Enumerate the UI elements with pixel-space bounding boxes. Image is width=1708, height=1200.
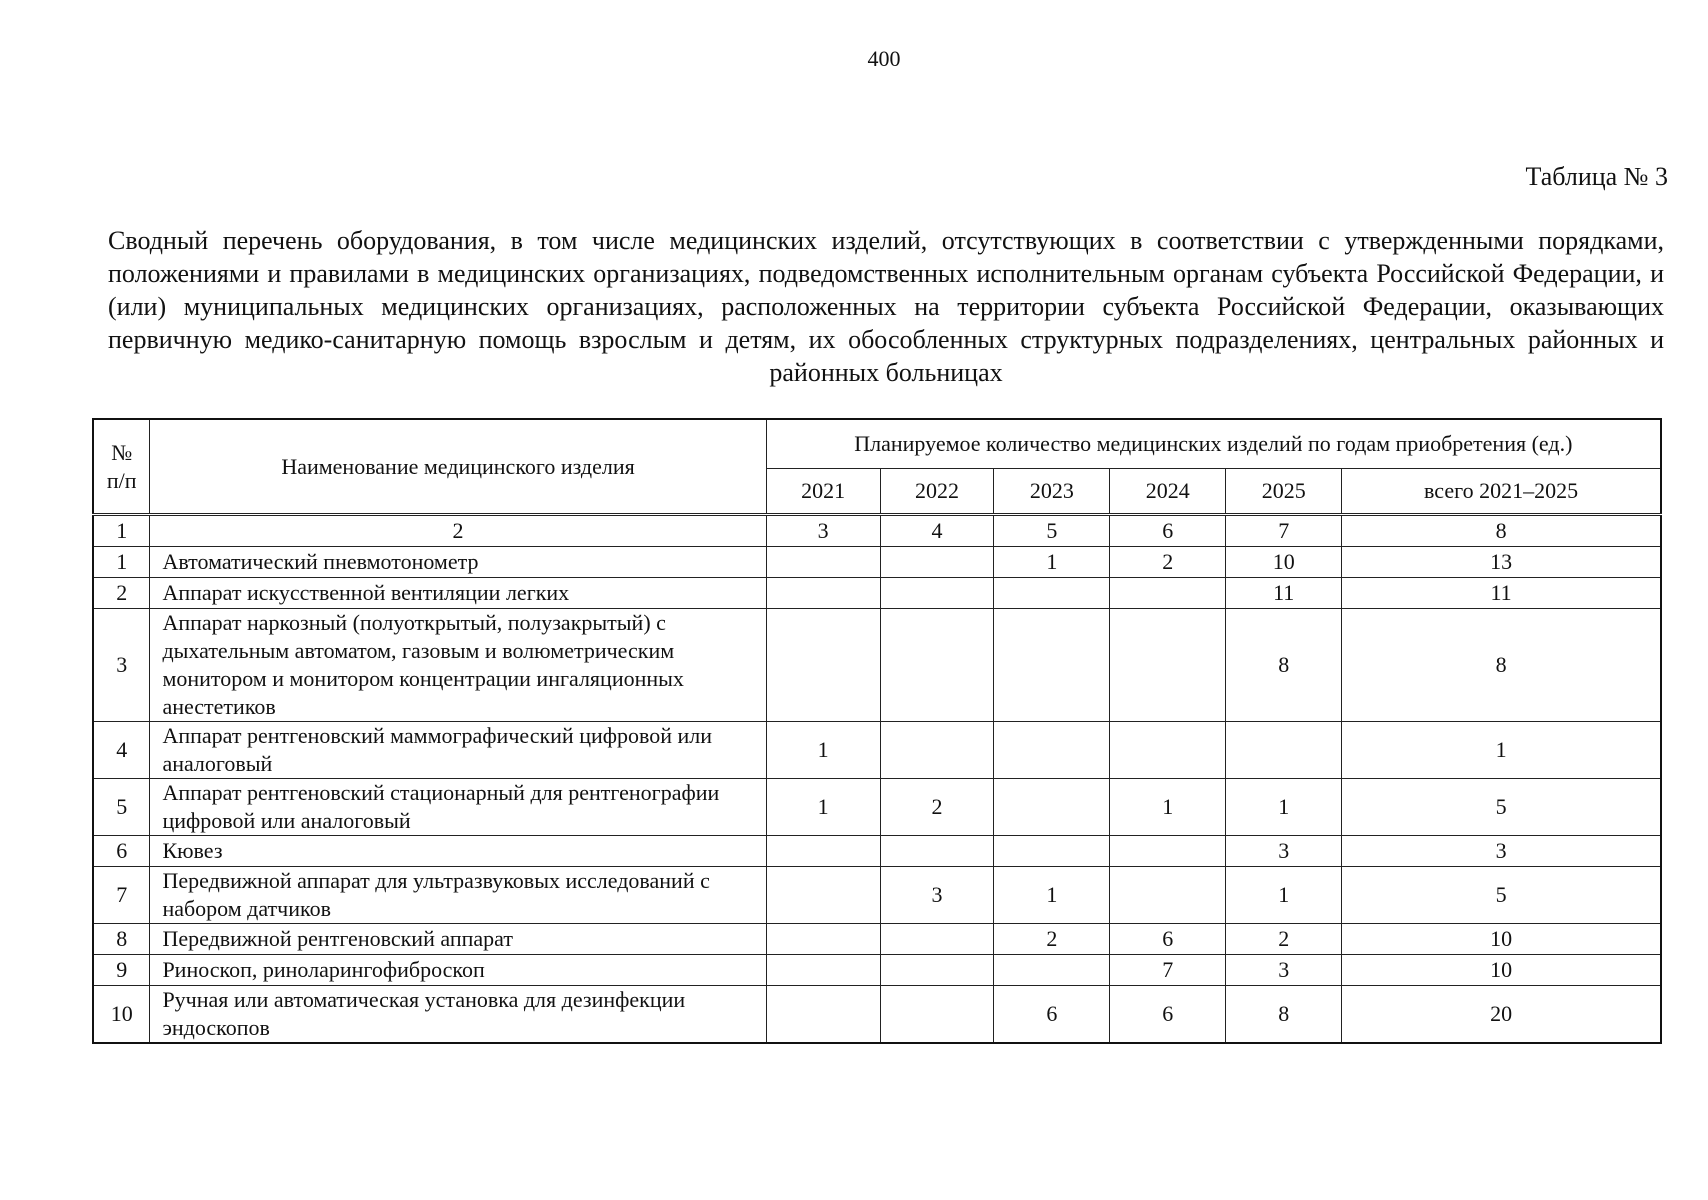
table-row bbox=[93, 836, 1661, 867]
column-number: 3 bbox=[766, 515, 880, 547]
qty-2022 bbox=[880, 578, 994, 609]
qty-2025: 1 bbox=[1226, 779, 1342, 836]
row-number: 5 bbox=[93, 779, 150, 836]
qty-2021: 1 bbox=[766, 779, 880, 836]
header-name: Наименование медицинского изделия bbox=[150, 419, 766, 515]
table-row bbox=[93, 924, 1661, 955]
qty-2023 bbox=[994, 836, 1110, 867]
device-name: Риноскоп, риноларингофиброскоп bbox=[150, 955, 766, 986]
qty-2023 bbox=[994, 609, 1110, 722]
column-number: 8 bbox=[1342, 515, 1661, 547]
column-number: 1 bbox=[93, 515, 150, 547]
qty-2021 bbox=[766, 609, 880, 722]
qty-2024: 7 bbox=[1110, 955, 1226, 986]
qty-total: 11 bbox=[1342, 578, 1661, 609]
table-row bbox=[93, 578, 1661, 609]
qty-2024 bbox=[1110, 722, 1226, 779]
device-name: Аппарат наркозный (полуоткрытый, полузакрытый) с дыхательным автоматом, газовым и волюметрическим монитором и монитором концентрации ингаляционных анестетиков bbox=[150, 609, 766, 722]
qty-total: 20 bbox=[1342, 986, 1661, 1044]
qty-2021 bbox=[766, 836, 880, 867]
header-num: № п/п bbox=[93, 419, 150, 515]
header-total: всего 2021–2025 bbox=[1342, 469, 1661, 515]
qty-2024 bbox=[1110, 836, 1226, 867]
qty-total: 5 bbox=[1342, 779, 1661, 836]
qty-2022 bbox=[880, 722, 994, 779]
qty-2024: 2 bbox=[1110, 547, 1226, 578]
table-body bbox=[93, 515, 1661, 1044]
qty-2022 bbox=[880, 986, 994, 1044]
row-number: 2 bbox=[93, 578, 150, 609]
device-name: Передвижной аппарат для ультразвуковых исследований с набором датчиков bbox=[150, 867, 766, 924]
device-name: Автоматический пневмотонометр bbox=[150, 547, 766, 578]
qty-2021 bbox=[766, 924, 880, 955]
device-name: Передвижной рентгеновский аппарат bbox=[150, 924, 766, 955]
header-year-2022: 2022 bbox=[880, 469, 994, 515]
table-row bbox=[93, 986, 1661, 1044]
qty-2023 bbox=[994, 779, 1110, 836]
table-row bbox=[93, 867, 1661, 924]
device-name: Аппарат искусственной вентиляции легких bbox=[150, 578, 766, 609]
column-number: 2 bbox=[150, 515, 766, 547]
device-name: Ручная или автоматическая установка для дезинфекции эндоскопов bbox=[150, 986, 766, 1044]
row-number: 3 bbox=[93, 609, 150, 722]
page-number: 400 bbox=[867, 46, 901, 71]
row-number: 9 bbox=[93, 955, 150, 986]
column-number-row bbox=[93, 515, 1661, 547]
column-number: 7 bbox=[1226, 515, 1342, 547]
qty-2021 bbox=[766, 547, 880, 578]
table-row bbox=[93, 955, 1661, 986]
qty-2022: 3 bbox=[880, 867, 994, 924]
qty-2021 bbox=[766, 578, 880, 609]
qty-2022: 2 bbox=[880, 779, 994, 836]
qty-2025: 8 bbox=[1226, 609, 1342, 722]
qty-2025: 8 bbox=[1226, 986, 1342, 1044]
column-number: 5 bbox=[994, 515, 1110, 547]
qty-2021 bbox=[766, 867, 880, 924]
table-row bbox=[93, 722, 1661, 779]
qty-2024: 1 bbox=[1110, 779, 1226, 836]
qty-2022 bbox=[880, 609, 994, 722]
qty-total: 5 bbox=[1342, 867, 1661, 924]
device-name: Аппарат рентгеновский маммографический цифровой или аналоговый bbox=[150, 722, 766, 779]
device-name: Аппарат рентгеновский стационарный для рентгенографии цифровой или аналоговый bbox=[150, 779, 766, 836]
qty-total: 3 bbox=[1342, 836, 1661, 867]
header-year-2025: 2025 bbox=[1226, 469, 1342, 515]
table-row bbox=[93, 609, 1661, 722]
row-number: 8 bbox=[93, 924, 150, 955]
qty-2021: 1 bbox=[766, 722, 880, 779]
qty-2023 bbox=[994, 955, 1110, 986]
qty-total: 10 bbox=[1342, 955, 1661, 986]
qty-2025: 11 bbox=[1226, 578, 1342, 609]
qty-2022 bbox=[880, 924, 994, 955]
document-title: Сводный перечень оборудования, в том числе медицинских изделий, отсутствующих в соответствии с утвержденными порядками, положениями и правилами в медицинских организациях, подведомственных исполнительным органам субъекта Российской Федерации, и (или) муниципальных медицинских организациях, расположенных на территории субъекта Российской Федерации, оказывающих первичную медико-санитарную помощь взрослым и детям, их обособленных структурных подразделениях, центральных районных и районных больницах bbox=[108, 226, 1664, 387]
qty-total: 13 bbox=[1342, 547, 1661, 578]
qty-2021 bbox=[766, 955, 880, 986]
qty-2022 bbox=[880, 547, 994, 578]
row-number: 7 bbox=[93, 867, 150, 924]
equipment-table bbox=[92, 418, 1662, 1044]
column-number: 4 bbox=[880, 515, 994, 547]
header-year-2021: 2021 bbox=[766, 469, 880, 515]
qty-2022 bbox=[880, 836, 994, 867]
device-name: Кювез bbox=[150, 836, 766, 867]
qty-2023: 1 bbox=[994, 867, 1110, 924]
row-number: 4 bbox=[93, 722, 150, 779]
qty-2025: 2 bbox=[1226, 924, 1342, 955]
qty-2025: 10 bbox=[1226, 547, 1342, 578]
header-planned: Планируемое количество медицинских изделий по годам приобретения (ед.) bbox=[766, 419, 1661, 469]
qty-2025: 1 bbox=[1226, 867, 1342, 924]
qty-total: 8 bbox=[1342, 609, 1661, 722]
table-row bbox=[93, 547, 1661, 578]
header-year-2024: 2024 bbox=[1110, 469, 1226, 515]
table-label: Таблица № 3 bbox=[1525, 162, 1668, 191]
qty-total: 10 bbox=[1342, 924, 1661, 955]
table-row bbox=[93, 779, 1661, 836]
qty-2021 bbox=[766, 986, 880, 1044]
qty-total: 1 bbox=[1342, 722, 1661, 779]
qty-2022 bbox=[880, 955, 994, 986]
qty-2023 bbox=[994, 722, 1110, 779]
qty-2025: 3 bbox=[1226, 955, 1342, 986]
qty-2023: 2 bbox=[994, 924, 1110, 955]
column-number: 6 bbox=[1110, 515, 1226, 547]
row-number: 6 bbox=[93, 836, 150, 867]
qty-2025: 3 bbox=[1226, 836, 1342, 867]
row-number: 10 bbox=[93, 986, 150, 1044]
qty-2023 bbox=[994, 578, 1110, 609]
qty-2024 bbox=[1110, 867, 1226, 924]
qty-2024: 6 bbox=[1110, 986, 1226, 1044]
row-number: 1 bbox=[93, 547, 150, 578]
qty-2024 bbox=[1110, 578, 1226, 609]
header-year-2023: 2023 bbox=[994, 469, 1110, 515]
qty-2024: 6 bbox=[1110, 924, 1226, 955]
qty-2024 bbox=[1110, 609, 1226, 722]
qty-2025 bbox=[1226, 722, 1342, 779]
qty-2023: 1 bbox=[994, 547, 1110, 578]
qty-2023: 6 bbox=[994, 986, 1110, 1044]
